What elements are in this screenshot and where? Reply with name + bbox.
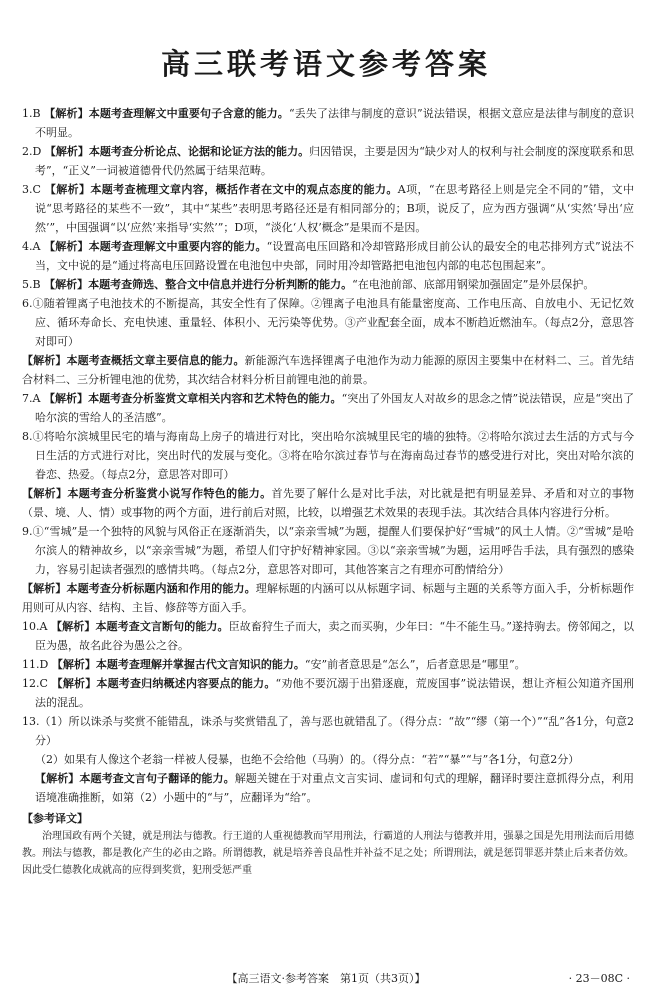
answer-item-2	[22, 142, 634, 180]
answer-item-1	[22, 104, 634, 142]
analysis-tag: 【解析】本题考查理解文中重要句子含意的能力。	[44, 107, 289, 120]
item-text: ①将哈尔滨城里民宅的墙与海南岛上房子的墙进行对比，突出哈尔滨城里民宅的墙的独特。②将哈尔滨过去生活的方式与今日生活的方式进行对比，突出时代的发展与变化。③将在哈尔滨过春节与在海南岛过春节的感受进行对比，突出对哈尔滨的眷恋、热爱。（每点2分，意思答对即可）	[32, 430, 634, 481]
item-number: 10.A	[22, 620, 48, 633]
analysis-note-6	[22, 351, 634, 389]
item-text: “在电池前部、底部用钢梁加强固定”是外层保护。	[352, 278, 595, 291]
item-number: 6.	[22, 297, 33, 310]
item-text: “设置高电压回路和冷却管路形成目前公认的最安全的电芯排列方式”说法不当，文中说的是“通过将高电压回路设置在电池包中央部，同时用冷却管路把电池包内部的电芯包围起来”。	[35, 240, 634, 272]
analysis-tag: 【解析】本题考查文言断句的能力。	[51, 620, 229, 633]
answer-item-13-part-2	[22, 750, 634, 769]
analysis-note-8	[22, 484, 634, 522]
item-text: 归因错误，主要是因为“缺少对人的权利与社会制度的深度联系和思考”，“正义”一词被道德骨代仍然属于结果范畴。	[35, 145, 635, 177]
answer-item-5	[22, 275, 634, 294]
item-number: 11.D	[22, 658, 49, 671]
analysis-tag: 【解析】本题考查分析论点、论据和论证方法的能力。	[44, 145, 310, 158]
reference-translation-text: 治理国政有两个关键，就是刑法与德教。行王道的人重视德教而罕用刑法，行霸道的人刑法与德教并用，强暴之国是先用刑法而后用德教。刑法与德教，都是教化产生的必由之路。所谓德教，就是培养善良品性并补益不足之处；所谓刑法，就是惩罚罪恶并禁止后来者仿效。因此受仁德教化成就高的应得到奖赏，犯刑受惩严重	[22, 831, 634, 876]
item-text: “劝他不要沉溺于出猎逐鹿，荒废国事”说法错误，想让齐桓公知道齐国刑法的混乱。	[35, 677, 635, 709]
answer-list	[22, 104, 634, 879]
note-text: 首先要了解什么是对比手法，对比就是把有明显差异、矛盾和对立的事物（景、境、人、情）或事物的两个方面，进行前后对照，比较，以增强艺术效果的表现手法。其次结合具体内容进行分析。	[22, 487, 635, 519]
analysis-tag: 【解析】本题考查分析鉴赏小说写作特色的能力。	[22, 487, 272, 500]
analysis-tag: 【解析】本题考查梳理文章内容，概括作者在文中的观点态度的能力。	[44, 183, 398, 196]
item-text: 臣故畜狩生子而大，卖之而买驹，少年曰：“牛不能生马。”遂持驹去。傍邻闻之，以臣为愚，故名此谷为愚公之谷。	[35, 620, 635, 652]
item-number: 8.	[22, 430, 33, 443]
item-number: 4.A	[22, 240, 41, 253]
footer-page-info: 【高三语文·参考答案 第1页（共3页）】	[226, 972, 426, 985]
item-number: 1.B	[22, 107, 41, 120]
item-text: “安”前者意思是“怎么”，后者意思是“哪里”。	[304, 658, 526, 671]
analysis-tag: 【解析】本题考查理解文中重要内容的能力。	[44, 240, 267, 253]
item-number: 2.D	[22, 145, 42, 158]
analysis-note-9	[22, 579, 634, 617]
note-text: 解题关键在于对重点文言实词、虚词和句式的理解，翻译时要注意抓得分点，利用语境准确推断，如第（2）小题中的“与”，应翻译为“给”。	[35, 772, 635, 804]
item-text: （2）如果有人像这个老翁一样被人侵暴，也绝不会给他（马驹）的。（得分点：“若”“暴”“与”各1分，句意2分）	[35, 753, 580, 766]
answer-item-7	[22, 389, 634, 427]
item-number: 13.	[22, 715, 40, 728]
item-text: （1）所以诛杀与奖赏不能错乱，诛杀与奖赏错乱了，善与恶也就错乱了。（得分点：“故”“缪（第一个）”“乱”各1分，句意2分）	[35, 715, 634, 747]
analysis-tag: 【解析】本题考查文言句子翻译的能力。	[35, 772, 235, 785]
analysis-tag: 【解析】本题考查归纳概述内容要点的能力。	[51, 677, 276, 690]
analysis-tag: 【解析】本题考查理解并掌握古代文言知识的能力。	[51, 658, 305, 671]
answer-item-6	[22, 294, 634, 351]
item-text: ①随着锂离子电池技术的不断提高，其安全性有了保障。②锂离子电池具有能量密度高、工作电压高、自放电小、无记忆效应、循环寿命长、充电快速、重量轻、体积小、无污染等优势。③产业配套全面，成本不断趋近燃油车。（每点2分，意思答对即可）	[32, 297, 634, 348]
item-text: “突出了外国友人对故乡的思念之情”说法错误，应是“突出了哈尔滨的雪给人的圣洁感”。	[35, 392, 635, 424]
answer-item-13	[22, 712, 634, 750]
note-text: 理解标题的内涵可以从标题字词、标题与主题的关系等方面入手，分析标题作用则可从内容、结构、主旨、修辞等方面入手。	[22, 582, 635, 614]
note-text: 新能源汽车选择锂离子电池作为动力能源的原因主要集中在材料二、三。首先结合材料二、三分析锂电池的优势，其次结合材料分析目前锂电池的前景。	[22, 354, 634, 386]
answer-item-4	[22, 237, 634, 275]
answer-item-9	[22, 522, 634, 579]
item-text: “丢失了法律与制度的意识”说法错误，根据文意应是法律与制度的意识不明显。	[35, 107, 635, 139]
answer-item-3	[22, 180, 634, 237]
item-number: 5.B	[22, 278, 41, 291]
page-title: 高三联考语文参考答案	[160, 47, 491, 81]
answer-item-10	[22, 617, 634, 655]
answer-item-11	[22, 655, 634, 674]
item-number: 3.C	[22, 183, 41, 196]
item-number: 9.	[22, 525, 33, 538]
page-footer	[0, 970, 652, 990]
item-text: A项，“在思考路径上则是完全不同的”错，文中说“思考路径的某些不一致”，其中“某些”表明思考路径还是有相同部分的；B项，说反了，应为西方强调“从‘实然’导出‘应然’”，中国强调“以‘应然’来指导‘实然’”；D项，“淡化‘人权’概念”是果而不是因。	[35, 183, 634, 234]
analysis-tag: 【解析】本题考查筛选、整合文中信息并进行分析判断的能力。	[44, 278, 353, 291]
answer-item-12	[22, 674, 634, 712]
item-number: 7.A	[22, 392, 41, 405]
reference-translation-heading: 【参考译文】	[22, 812, 88, 825]
item-text: ①“雪城”是一个独特的风貌与风俗正在逐渐消失，以“亲亲雪城”为题，提醒人们要保护好“雪城”的风土人情。②“雪城”是哈尔滨人的精神故乡，以“亲亲雪城”为题，希望人们守护好精神家园。③以“亲亲雪城”为题，运用呼告手法，具有强烈的感染力，容易引起读者强烈的感情共鸣。（每点2分，意思答对即可，其他答案言之有理亦可酌情给分）	[32, 525, 634, 576]
analysis-tag: 【解析】本题考查概括文章主要信息的能力。	[22, 354, 245, 367]
footer-code: · 23－08C ·	[568, 972, 630, 985]
analysis-tag: 【解析】本题考查分析鉴赏文章相关内容和艺术特色的能力。	[43, 392, 342, 405]
analysis-note-13	[22, 769, 634, 807]
answer-item-8	[22, 427, 634, 484]
item-number: 12.C	[22, 677, 48, 690]
analysis-tag: 【解析】本题考查分析标题内涵和作用的能力。	[22, 582, 256, 595]
